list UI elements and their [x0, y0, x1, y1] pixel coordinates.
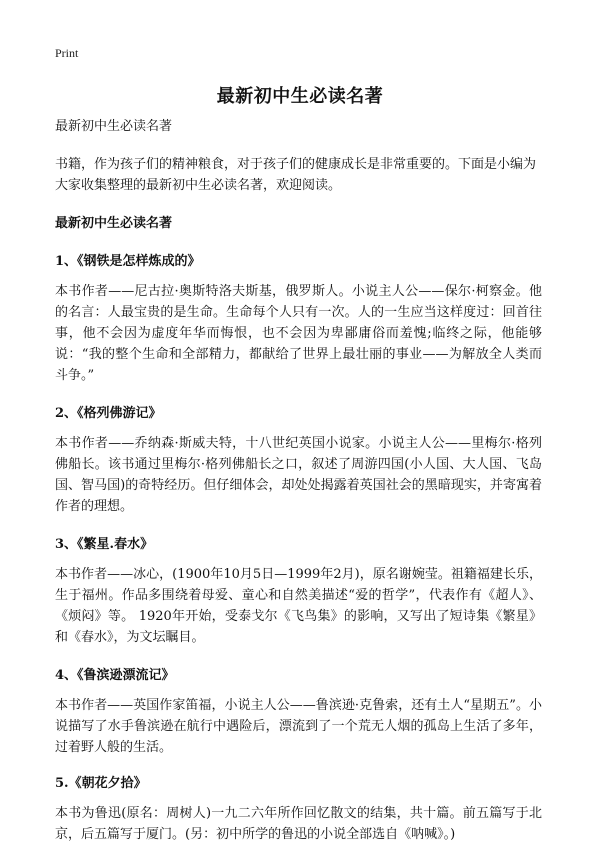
print-label: Print — [55, 46, 79, 60]
book-description-2: 本书作者——乔纳森·斯威夫特，十八世纪英国小说家。小说主人公——里梅尔·格列佛船长。该书通过里梅尔·格列佛船长之口，叙述了周游四国(小人国、大人国、飞岛国、智马国)的奇特经历。但仔细体会，却处处揭露着英国社会的黑暗现实，并寄寓着作者的理想。 — [55, 436, 542, 514]
document-subtitle: 最新初中生必读名著 — [55, 119, 173, 134]
document-title: 最新初中生必读名著 — [216, 86, 384, 107]
book-description-4: 本书作者——英国作家笛福，小说主人公——鲁滨逊·克鲁索，还有土人“星期五”。小说描写了水手鲁滨逊在航行中遇险后，漂流到了一个荒无人烟的孤岛上生活了多年，过着野人般的生活。 — [55, 698, 542, 755]
book-heading-3: 3、《繁星.春水》 — [55, 537, 154, 552]
document-content — [55, 116, 542, 862]
section-heading: 最新初中生必读名著 — [55, 216, 173, 231]
book-heading-2: 2、《格列佛游记》 — [55, 406, 162, 421]
intro-paragraph: 书籍，作为孩子们的精神粮食，对于孩子们的健康成长是非常重要的。下面是小编为大家收集整理的最新初中生必读名著，欢迎阅读。 — [55, 157, 537, 193]
book-heading-4: 4、《鲁滨逊漂流记》 — [55, 668, 175, 683]
book-description-5: 本书为鲁迅(原名：周树人)一九二六年所作回忆散文的结集，共十篇。前五篇写于北京，后五篇写于厦门。(另：初中所学的鲁迅的小说全部选自《呐喊》。) — [55, 806, 542, 842]
book-heading-1: 1、《钢铁是怎样炼成的》 — [55, 254, 201, 269]
book-description-3: 本书作者——冰心，(1900年10月5日—1999年2月)，原名谢婉莹。祖籍福建长乐，生于福州。作品多围绕着母爱、童心和自然美描述“爱的哲学”，代表作有《超人》、《烦闷》等。 1920年开始，受泰戈尔《飞鸟集》的影响，又写出了短诗集《繁星》和《春水》，为文坛瞩目。 — [55, 567, 542, 645]
book-heading-5: 5.《朝花夕拾》 — [55, 776, 147, 791]
book-description-1: 本书作者——尼古拉·奥斯特洛夫斯基，俄罗斯人。小说主人公——保尔·柯察金。他的名言：人最宝贵的是生命。生命每个人只有一次。人的一生应当这样度过：回首往事，他不会因为虚度年华而悔恨，也不会因为卑鄙庸俗而羞愧;临终之际，他能够说：“我的整个生命和全部精力，都献给了世界上最壮丽的事业——为解放全人类而斗争。” — [55, 284, 542, 383]
